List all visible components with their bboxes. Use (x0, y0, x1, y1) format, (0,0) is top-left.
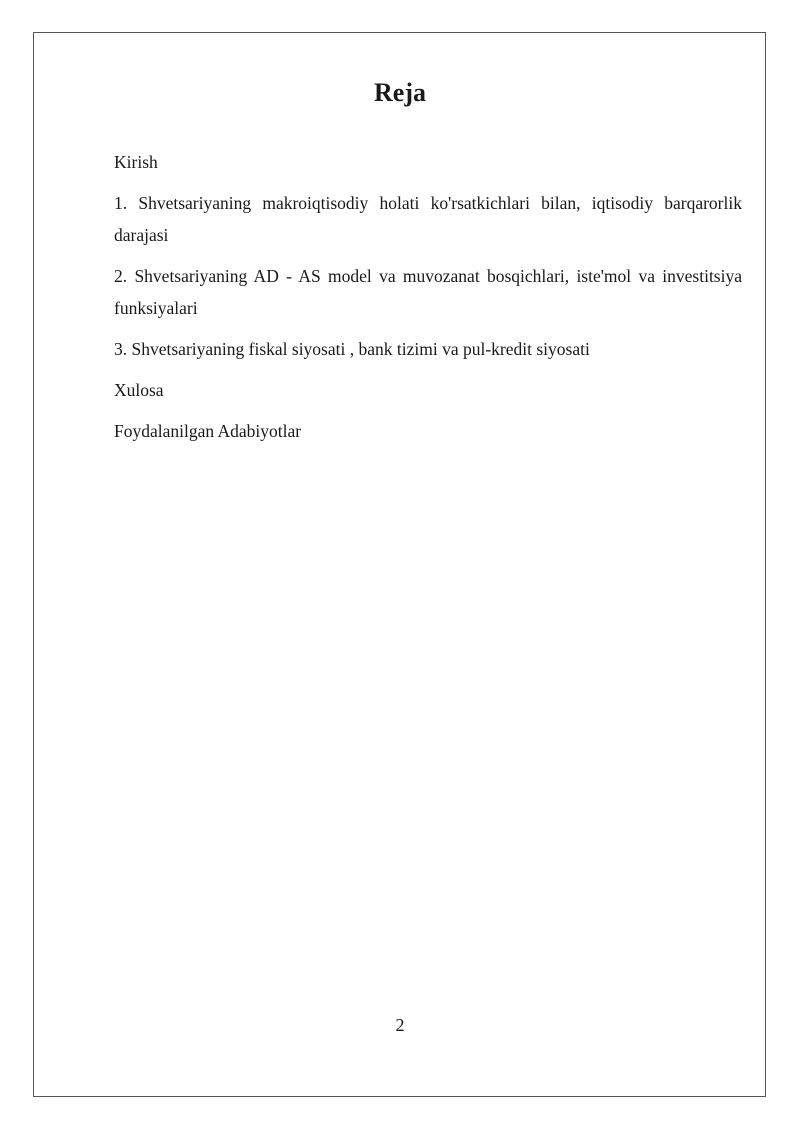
toc-item-chapter-3: 3. Shvetsariyaning fiskal siyosati , bank tizimi va pul-kredit siyosati (114, 339, 590, 359)
page-title: Reja (374, 78, 426, 107)
toc-item-introduction: Kirish (114, 152, 158, 172)
toc-item-references: Foydalanilgan Adabiyotlar (114, 421, 302, 441)
table-of-contents (114, 146, 742, 456)
toc-item-chapter-2: 2. Shvetsariyaning AD - AS model va muvozanat bosqichlari, iste'mol va investitsiya funksiyalari (114, 266, 742, 318)
toc-item-chapter-1: 1. Shvetsariyaning makroiqtisodiy holati ko'rsatkichlari bilan, iqtisodiy barqarorlik darajasi (114, 193, 742, 245)
toc-item-conclusion: Xulosa (114, 380, 164, 400)
page-number: 2 (395, 1015, 405, 1035)
